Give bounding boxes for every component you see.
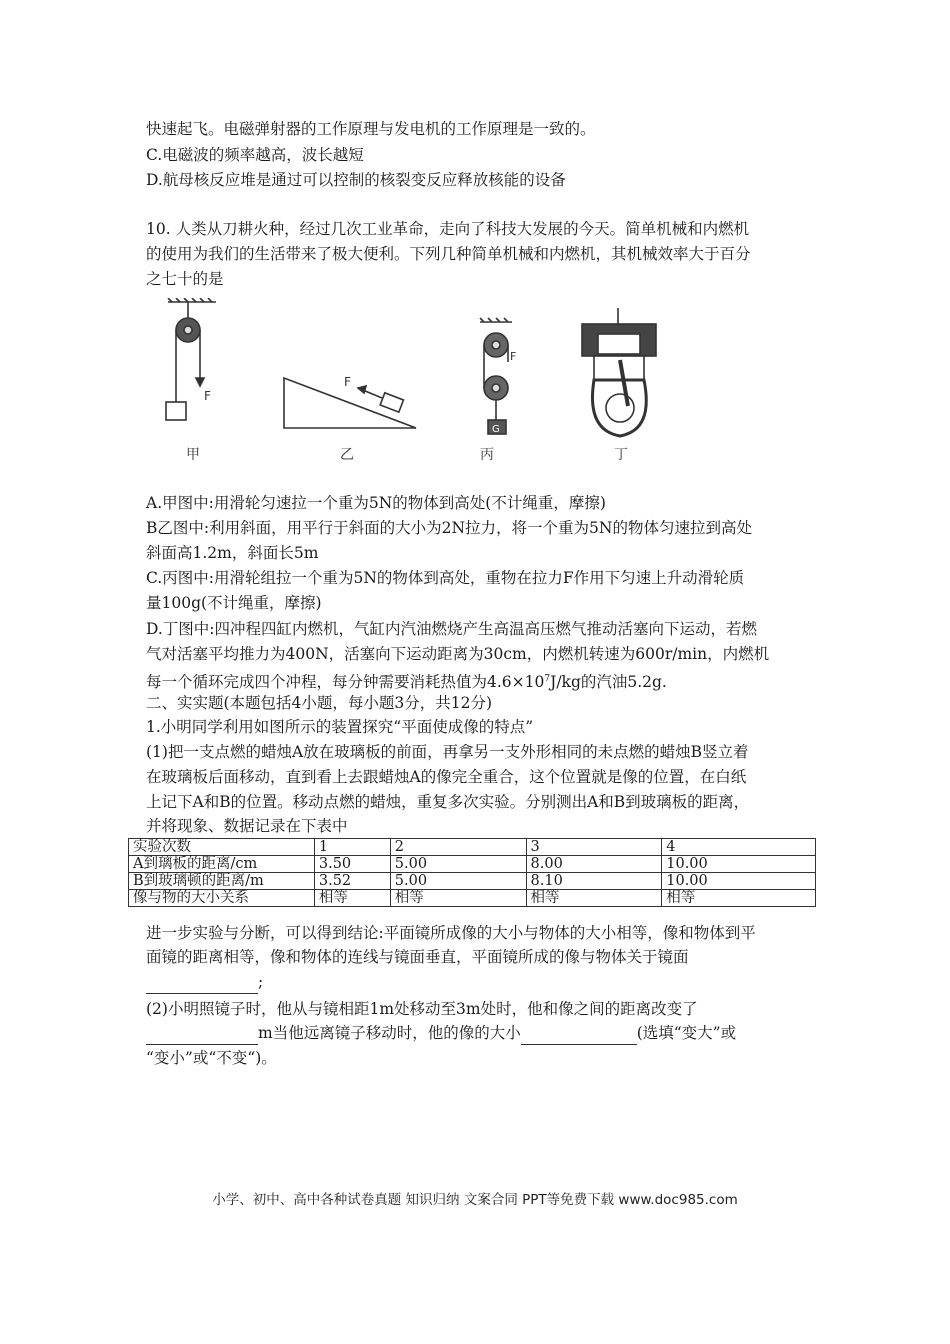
option-c-line1: C.丙图中:用滑轮组拉一个重为5N的物体到高处，重物在拉力F作用下匀速上升动滑轮质 (146, 569, 745, 587)
experiment-1-title: 1.小明同学利用如图所示的装置探究“平面使成像的特点” (146, 718, 534, 736)
option-d: D.航母核反应堆是通过可以控制的核裂变反应释放核能的设备 (146, 171, 566, 189)
text-part: 每一个循环完成四个冲程，每分钟需要消耗热值为4.6×10 (146, 673, 545, 692)
machines-diagram (146, 298, 676, 448)
question-10-line3: 之七十的是 (146, 270, 224, 288)
force-label: F (510, 350, 517, 363)
option-c-line2: 量100g(不计绳重，摩擦) (146, 594, 322, 612)
table-row (129, 890, 816, 907)
figure-label-ding: 丁 (614, 447, 628, 463)
table-cell: 8.00 (526, 856, 662, 873)
answer-blank[interactable] (521, 1022, 637, 1045)
option-d-line3 (146, 668, 667, 693)
fixed-pulley-diagram (166, 298, 216, 420)
question-10-line2: 的使用为我们的生活带来了极大便利。下列几种简单机械和内燃机，其机械效率大于百分 (146, 245, 751, 263)
text-part: ; (258, 973, 264, 991)
table-cell: 3.50 (314, 856, 390, 873)
option-a: A.甲图中:用滑轮匀速拉一个重为5N的物体到高处(不计绳重，摩擦) (146, 494, 606, 512)
table-cell: 相等 (662, 890, 816, 907)
weight-label: G (492, 424, 500, 435)
table-row (129, 873, 816, 890)
text-part: (选填“变大”或 (636, 1024, 737, 1042)
question-10-line1: 10. 人类从刀耕火种，经过几次工业革命，走向了科技大发展的今天。简单机械和内燃机 (146, 220, 750, 238)
table-cell: 5.00 (390, 873, 526, 890)
force-label: F (344, 375, 351, 389)
part-1-line3: 上记下A和B的位置。移动点燃的蜡烛，重复多次实验。分别测出A和B到玻璃板的距离， (146, 793, 750, 811)
table-cell: 3 (526, 839, 662, 856)
section-2-heading: 二、实实题(本题包括4小题，每小题3分，共12分) (146, 694, 493, 712)
data-table (128, 838, 816, 907)
pulley-block-diagram (480, 318, 516, 435)
answer-blank[interactable] (146, 971, 258, 994)
incline-diagram (284, 375, 416, 428)
table-cell: 相等 (526, 890, 662, 907)
part-2-line3: “变小”或“不变“)。 (146, 1049, 277, 1067)
option-b-line2: 斜面高1.2m，斜面长5m (146, 544, 319, 562)
part-1-line1: (1)把一支点燃的蜡烛A放在玻璃板的前面，再拿另一支外形相同的未点燃的蜡烛B竖立着 (146, 743, 749, 761)
conclusion-line2: 面镜的距离相等，像和物体的连线与镜面垂直，平面镜所成的像与物体关于镜面 (146, 948, 689, 966)
table-cell: 相等 (314, 890, 390, 907)
table-cell: 5.00 (390, 856, 526, 873)
table-cell: 3.52 (314, 873, 390, 890)
option-d-line1: D.丁图中:四冲程四缸内燃机，气缸内汽油燃烧产生高温高压燃气推动活塞向下运动，若燃 (146, 620, 758, 638)
text-part: J/kg的汽油5.2g. (550, 673, 667, 692)
conclusion-line3 (146, 971, 263, 994)
page-footer: 小学、初中、高中各种试卷真题 知识归纳 文案合同 PPT等免费下载 www.doc985.com (212, 1192, 738, 1208)
force-label: F (204, 389, 211, 403)
table-cell: 10.00 (662, 856, 816, 873)
figure-label-jia: 甲 (186, 447, 200, 463)
table-row (129, 839, 816, 856)
superscript: 7 (544, 674, 551, 684)
table-cell: 像与物的大小关系 (129, 890, 315, 907)
table-row (129, 856, 816, 873)
part-1-line4: 并将现象、数据记录在下表中 (146, 817, 348, 835)
text-part: m当他远离镜子移动时，他的像的大小 (258, 1024, 521, 1042)
table-cell: 10.00 (662, 873, 816, 890)
option-c: C.电磁波的频率越高，波长越短 (146, 146, 364, 164)
figure-label-yi: 乙 (340, 447, 354, 463)
table-cell: 1 (314, 839, 390, 856)
table-cell: A到璃板的距离/cm (129, 856, 315, 873)
table-cell: 4 (662, 839, 816, 856)
answer-blank[interactable] (146, 1022, 258, 1045)
table-cell: 实验次数 (129, 839, 315, 856)
part-1-line2: 在玻璃板后面移动，直到看上去跟蜡烛A的像完全重合，这个位置就是像的位置，在白纸 (146, 768, 747, 786)
option-b-line1: B乙图中:利用斜面，用平行于斜面的大小为2N拉力，将一个重为5N的物体匀速拉到高处 (146, 519, 752, 537)
machines-figure (146, 298, 676, 466)
text-line: 快速起飞。电磁弹射器的工作原理与发电机的工作原理是一致的。 (146, 120, 596, 138)
engine-diagram (582, 308, 656, 436)
conclusion-line1: 进一步实验与分断，可以得到结论:平面镜所成像的大小与物体的大小相等，像和物体到平 (146, 924, 756, 942)
figure-label-bing: 丙 (480, 447, 494, 463)
table-cell: B到玻璃顿的距离/m (129, 873, 315, 890)
table-cell: 2 (390, 839, 526, 856)
table-cell: 8.10 (526, 873, 662, 890)
part-2-line1: (2)小明照镜子时，他从与镜相距1m处移动至3m处时，他和像之间的距离改变了 (146, 1000, 698, 1018)
option-d-line2: 气对活塞平均推力为400N，活塞向下运动距离为30cm，内燃机转速为600r/min，内燃机 (146, 645, 770, 663)
table-cell: 相等 (390, 890, 526, 907)
part-2-line2 (146, 1022, 736, 1045)
